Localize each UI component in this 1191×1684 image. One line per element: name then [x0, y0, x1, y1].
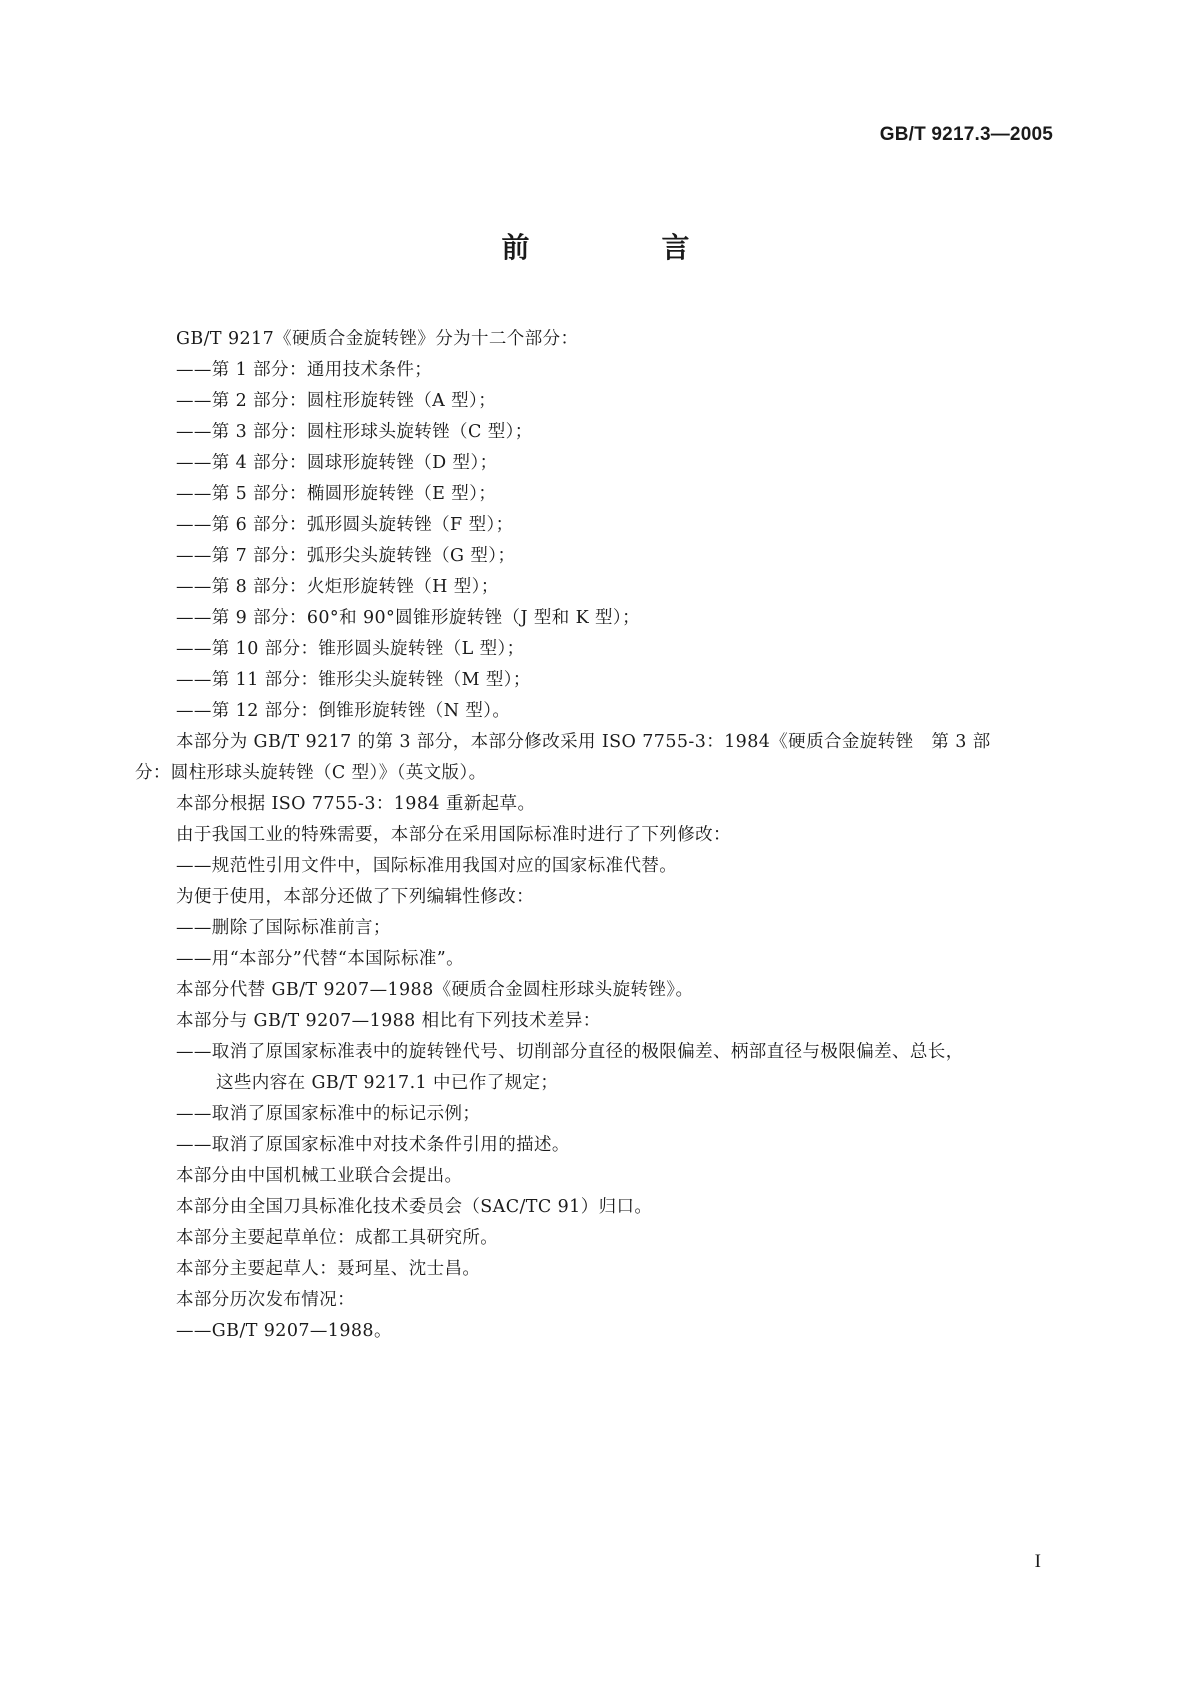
paragraph-line: 为便于使用，本部分还做了下列编辑性修改：	[176, 887, 534, 907]
paragraph-line: ——GB/T 9207—1988。	[176, 1321, 392, 1341]
paragraph-line: ——取消了原国家标准中的标记示例；	[176, 1104, 481, 1124]
paragraph-line: 本部分历次发布情况：	[176, 1290, 355, 1310]
paragraph-line: ——规范性引用文件中，国际标准用我国对应的国家标准代替。	[176, 856, 678, 876]
paragraph-line: 分：圆柱形球头旋转锉（C 型）》（英文版）。	[135, 763, 487, 783]
paragraph-line: 本部分主要起草人：聂珂星、沈士昌。	[176, 1259, 481, 1279]
paragraph-line: ——第 10 部分：锥形圆头旋转锉（L 型）；	[176, 639, 525, 659]
paragraph-line: 本部分主要起草单位：成都工具研究所。	[176, 1228, 499, 1248]
paragraph-line: ——第 1 部分：通用技术条件；	[176, 360, 433, 380]
paragraph-line: 本部分根据 ISO 7755-3：1984 重新起草。	[176, 794, 536, 814]
paragraph-line: ——第 9 部分：60°和 90°圆锥形旋转锉（J 型和 K 型）；	[176, 608, 640, 628]
paragraph-line: ——第 8 部分：火炬形旋转锉（H 型）；	[176, 577, 499, 597]
paragraph-line: 这些内容在 GB/T 9217.1 中已作了规定；	[216, 1073, 559, 1093]
paragraph-line: 本部分由全国刀具标准化技术委员会（SAC/TC 91）归口。	[176, 1197, 653, 1217]
paragraph-line: ——取消了原国家标准表中的旋转锉代号、切削部分直径的极限偏差、柄部直径与极限偏差、总长，	[176, 1042, 964, 1062]
page-title: 前 言	[501, 231, 742, 264]
paragraph-line: 本部分代替 GB/T 9207—1988《硬质合金圆柱形球头旋转锉》。	[176, 980, 694, 1000]
standard-code: GB/T 9217.3—2005	[879, 124, 1053, 145]
paragraph-line: ——第 5 部分：椭圆形旋转锉（E 型）；	[176, 484, 497, 504]
paragraph-line: 由于我国工业的特殊需要，本部分在采用国际标准时进行了下列修改：	[176, 825, 731, 845]
page-number: I	[1034, 1551, 1041, 1572]
paragraph-line: ——取消了原国家标准中对技术条件引用的描述。	[176, 1135, 570, 1155]
paragraph-line: ——删除了国际标准前言；	[176, 918, 391, 938]
paragraph-line: ——第 12 部分：倒锥形旋转锉（N 型）。	[176, 701, 511, 721]
paragraph-line: GB/T 9217《硬质合金旋转锉》分为十二个部分：	[176, 329, 579, 349]
paragraph-line: 本部分由中国机械工业联合会提出。	[176, 1166, 463, 1186]
paragraph-line: ——第 7 部分：弧形尖头旋转锉（G 型）；	[176, 546, 516, 566]
paragraph-line: 本部分与 GB/T 9207—1988 相比有下列技术差异：	[176, 1011, 601, 1031]
paragraph-line: ——第 2 部分：圆柱形旋转锉（A 型）；	[176, 391, 497, 411]
paragraph-line: 本部分为 GB/T 9217 的第 3 部分，本部分修改采用 ISO 7755-3：1984《硬质合金旋转锉 第 3 部	[176, 732, 991, 752]
paragraph-line: ——第 11 部分：锥形尖头旋转锉（M 型）；	[176, 670, 531, 690]
paragraph-line: ——第 6 部分：弧形圆头旋转锉（F 型）；	[176, 515, 514, 535]
paragraph-line: ——第 3 部分：圆柱形球头旋转锉（C 型）；	[176, 422, 533, 442]
paragraph-line: ——用“本部分”代替“本国际标准”。	[176, 949, 464, 969]
foreword-body	[135, 324, 1055, 1347]
paragraph-line: ——第 4 部分：圆球形旋转锉（D 型）；	[176, 453, 498, 473]
